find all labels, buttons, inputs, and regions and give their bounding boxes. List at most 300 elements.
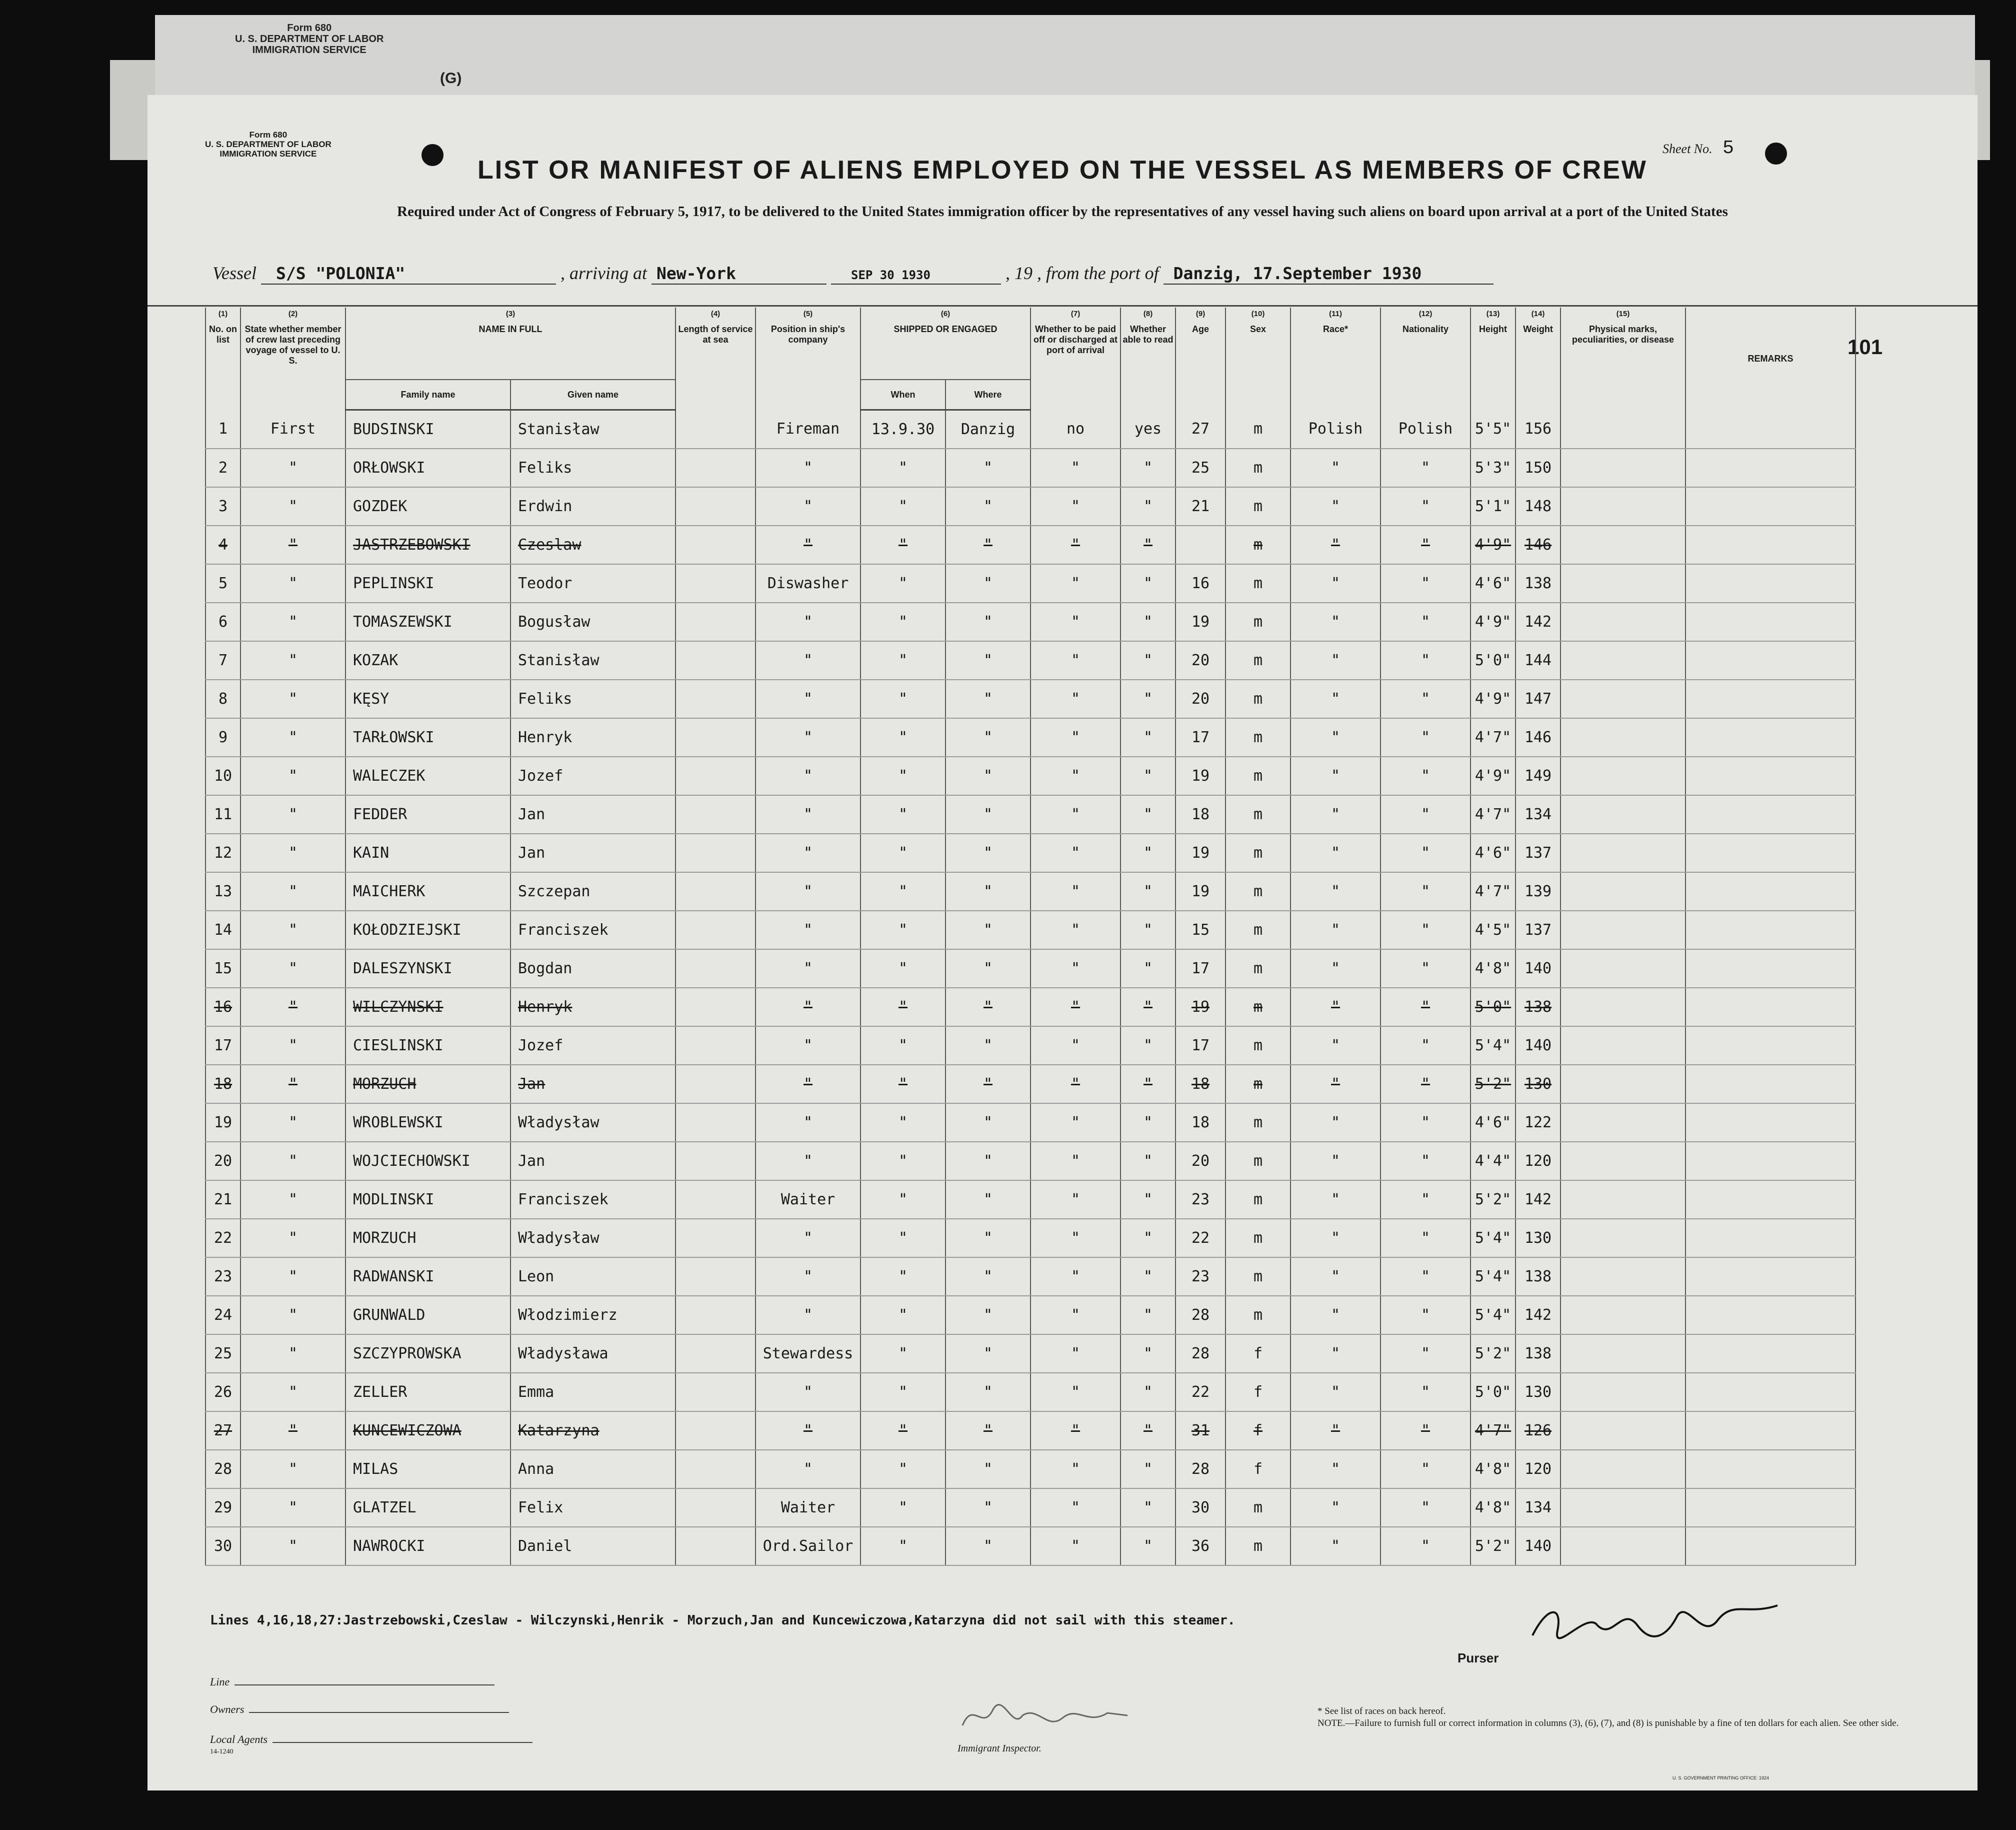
cell-weight: 138 [1516,988,1560,1026]
cell-position: " [756,641,860,680]
cell-no: 19 [206,1103,240,1142]
cell-marks [1560,795,1686,834]
cell-where: " [946,487,1030,526]
col-header-previous-voyage: (2) State whether member of crew last preceding voyage of vessel to U. S. [240,308,346,410]
cell-nationality: " [1380,1488,1470,1527]
cell-where: Danzig [946,410,1030,449]
cell-given: Katarzyna [510,1411,676,1450]
cell-given: Jan [510,795,676,834]
sheet-number-label: Sheet No. [1662,142,1712,156]
cell-no: 26 [206,1373,240,1411]
table-row [206,1411,1856,1450]
cell-length [676,487,756,526]
cell-race: " [1290,1411,1380,1450]
cell-given: Bogdan [510,949,676,988]
cell-prev: " [240,564,346,603]
cell-nationality: " [1380,526,1470,564]
cell-when: " [860,1527,946,1565]
cell-remarks [1686,795,1856,834]
cell-prev: " [240,988,346,1026]
cell-read: " [1120,603,1176,641]
cell-read: " [1120,949,1176,988]
cell-read: " [1120,1065,1176,1103]
cell-height: 4'7" [1470,795,1516,834]
cell-nationality: " [1380,449,1470,487]
cell-read: " [1120,526,1176,564]
cell-height: 5'0" [1470,988,1516,1026]
cell-race: " [1290,641,1380,680]
cell-given: Władysław [510,1103,676,1142]
cell-marks [1560,1296,1686,1334]
cell-remarks [1686,1219,1856,1257]
cell-paid: " [1030,1488,1120,1527]
from-label: , from the port of [1037,263,1159,283]
cell-no: 2 [206,449,240,487]
cell-age: 22 [1176,1373,1226,1411]
cell-paid: " [1030,795,1120,834]
cell-weight: 138 [1516,1257,1560,1296]
cell-age: 28 [1176,1296,1226,1334]
cell-nationality: " [1380,680,1470,718]
cell-nationality: " [1380,795,1470,834]
cell-when: " [860,834,946,872]
cell-marks [1560,603,1686,641]
cell-marks [1560,1103,1686,1142]
printer-imprint: U. S. GOVERNMENT PRINTING OFFICE: 1924 [1672,1775,1769,1780]
races-note: * See list of races on back hereof. [1318,1706,1446,1716]
cell-family: KAIN [346,834,510,872]
cell-no: 4 [206,526,240,564]
cell-sex: m [1226,834,1290,872]
cell-age: 17 [1176,1026,1226,1065]
cell-where: " [946,680,1030,718]
cell-length [676,1296,756,1334]
table-row [206,872,1856,911]
cell-weight: 130 [1516,1065,1560,1103]
cell-length [676,1142,756,1180]
cell-length [676,526,756,564]
cell-prev: " [240,911,346,949]
from-port: Danzig, 17.September 1930 [1173,264,1422,283]
cell-weight: 140 [1516,949,1560,988]
cell-length [676,1334,756,1373]
cell-prev: " [240,718,346,757]
cell-no: 25 [206,1334,240,1373]
table-row [206,603,1856,641]
table-row [206,1257,1856,1296]
cell-position: Fireman [756,410,860,449]
cell-race: " [1290,1373,1380,1411]
vessel-name: S/S "POLONIA" [276,264,406,283]
cell-weight: 120 [1516,1450,1560,1488]
table-row [206,487,1856,526]
date-stamp: SEP 30 1930 [851,268,930,282]
cell-age: 20 [1176,641,1226,680]
cell-marks [1560,449,1686,487]
cell-prev: " [240,1527,346,1565]
cell-when: " [860,603,946,641]
cell-given: Czeslaw [510,526,676,564]
cell-read: " [1120,988,1176,1026]
cell-no: 12 [206,834,240,872]
cell-height: 5'0" [1470,641,1516,680]
cell-when: " [860,1296,946,1334]
cell-height: 4'6" [1470,834,1516,872]
sheet-number [1662,138,1734,159]
cell-sex: m [1226,680,1290,718]
table-row [206,1219,1856,1257]
cell-given: Emma [510,1373,676,1411]
cell-given: Felix [510,1488,676,1527]
cell-no: 7 [206,641,240,680]
cell-weight: 126 [1516,1411,1560,1450]
cell-sex: m [1226,1142,1290,1180]
cell-no: 18 [206,1065,240,1103]
cell-paid: " [1030,949,1120,988]
cell-race: " [1290,603,1380,641]
cell-position: " [756,1142,860,1180]
cancelled-lines-note: Lines 4,16,18,27:Jastrzebowski,Czeslaw - Wilczynski,Henrik - Morzuch,Jan and Kuncewiczowa,Katarzyna did not sail with this steamer. [210,1613,1236,1628]
cell-read: " [1120,795,1176,834]
cell-no: 27 [206,1411,240,1450]
cell-read: " [1120,834,1176,872]
cell-read: " [1120,1257,1176,1296]
cell-paid: " [1030,872,1120,911]
cell-family: ZELLER [346,1373,510,1411]
cell-read: " [1120,1026,1176,1065]
cell-height: 4'9" [1470,757,1516,795]
cell-when: " [860,1103,946,1142]
cell-length [676,1257,756,1296]
cell-length [676,680,756,718]
cell-family: KOŁODZIEJSKI [346,911,510,949]
cell-remarks [1686,1450,1856,1488]
cell-age: 19 [1176,872,1226,911]
cell-nationality: " [1380,1180,1470,1219]
cell-paid: " [1030,449,1120,487]
cell-length [676,718,756,757]
cell-no: 21 [206,1180,240,1219]
cell-race: " [1290,1334,1380,1373]
cell-where: " [946,1257,1030,1296]
cell-race: " [1290,718,1380,757]
cell-family: MAICHERK [346,872,510,911]
cell-prev: " [240,1488,346,1527]
cell-remarks [1686,680,1856,718]
cell-prev: " [240,872,346,911]
cell-given: Jozef [510,1026,676,1065]
arriving-port: New-York [656,264,736,283]
cell-race: " [1290,449,1380,487]
cell-paid: " [1030,1026,1120,1065]
cell-nationality: " [1380,1296,1470,1334]
cell-height: 5'1" [1470,487,1516,526]
cell-weight: 139 [1516,872,1560,911]
page-subtitle: Required under Act of Congress of February 5, 1917, to be delivered to the United States immigration officer by the representatives of any vessel having such aliens on board upon arrival at a port of the United States [397,204,1728,220]
table-row [206,1334,1856,1373]
cell-age: 18 [1176,1065,1226,1103]
cell-where: " [946,1488,1030,1527]
cell-weight: 137 [1516,834,1560,872]
cell-remarks [1686,1065,1856,1103]
cell-where: " [946,757,1030,795]
cell-when: " [860,1065,946,1103]
table-row [206,526,1856,564]
cell-nationality: " [1380,757,1470,795]
cell-when: 13.9.30 [860,410,946,449]
cell-paid: " [1030,564,1120,603]
table-row [206,410,1856,449]
cell-age: 28 [1176,1450,1226,1488]
cell-prev: " [240,1103,346,1142]
cell-paid: " [1030,1180,1120,1219]
cell-marks [1560,1142,1686,1180]
cell-remarks [1686,949,1856,988]
cell-height: 5'4" [1470,1026,1516,1065]
cell-where: " [946,603,1030,641]
cell-race: " [1290,988,1380,1026]
cell-height: 5'0" [1470,1373,1516,1411]
cell-sex: m [1226,988,1290,1026]
page-mark: 101 [1848,335,1883,359]
cell-remarks [1686,1488,1856,1527]
penalty-note: NOTE.—Failure to furnish full or correct information in columns (3), (6), (7), and (8) is punishable by a fine of ten dollars for each alien. See other side. [1318,1718,1899,1728]
cell-no: 5 [206,564,240,603]
col-header-weight: (14) Weight [1516,308,1560,410]
cell-sex: m [1226,449,1290,487]
cell-read: yes [1120,410,1176,449]
cell-remarks [1686,911,1856,949]
cell-race: " [1290,795,1380,834]
cell-remarks [1686,718,1856,757]
cell-family: WALECZEK [346,757,510,795]
cell-length [676,1450,756,1488]
cell-where: " [946,911,1030,949]
cell-age: 36 [1176,1527,1226,1565]
cell-paid: no [1030,410,1120,449]
cell-height: 4'7" [1470,1411,1516,1450]
cell-when: " [860,1257,946,1296]
cell-height: 4'9" [1470,680,1516,718]
cell-height: 5'3" [1470,449,1516,487]
cell-read: " [1120,1142,1176,1180]
cell-position: " [756,757,860,795]
cell-paid: " [1030,1219,1120,1257]
cell-age: 17 [1176,718,1226,757]
cell-given: Franciszek [510,911,676,949]
cell-height: 5'2" [1470,1527,1516,1565]
cell-when: " [860,718,946,757]
table-row [206,988,1856,1026]
cell-when: " [860,1450,946,1488]
cell-family: GLATZEL [346,1488,510,1527]
cell-age: 30 [1176,1488,1226,1527]
cell-length [676,1180,756,1219]
col-header-height: (13) Height [1470,308,1516,410]
cell-nationality: " [1380,1103,1470,1142]
cell-marks [1560,1257,1686,1296]
cell-paid: " [1030,603,1120,641]
cell-prev: " [240,795,346,834]
col-header-position: (5) Position in ship's company [756,308,860,410]
cell-when: " [860,487,946,526]
purser-label: Purser [1458,1650,1499,1665]
cell-nationality: " [1380,988,1470,1026]
cell-age: 27 [1176,410,1226,449]
col-header-when: When [860,380,946,410]
cell-position: Diswasher [756,564,860,603]
cell-family: MILAS [346,1450,510,1488]
cell-race: " [1290,1527,1380,1565]
cell-marks [1560,487,1686,526]
cell-marks [1560,949,1686,988]
col-header-read: (8) Whether able to read [1120,308,1176,410]
line-field: Line [210,1675,494,1688]
cell-prev: " [240,1219,346,1257]
cell-marks [1560,1488,1686,1527]
department: U. S. DEPARTMENT OF LABOR [205,140,332,149]
cell-marks [1560,1411,1686,1450]
cell-length [676,872,756,911]
cell-sex: m [1226,603,1290,641]
cell-given: Teodor [510,564,676,603]
cell-read: " [1120,1103,1176,1142]
cell-when: " [860,1373,946,1411]
cell-prev: " [240,1373,346,1411]
cell-nationality: " [1380,1411,1470,1450]
cell-age: 16 [1176,564,1226,603]
cell-race: " [1290,1450,1380,1488]
cell-marks [1560,1026,1686,1065]
cell-when: " [860,1488,946,1527]
cell-height: 4'9" [1470,526,1516,564]
cell-prev: " [240,1450,346,1488]
cell-where: " [946,1219,1030,1257]
table-row [206,949,1856,988]
cell-nationality: " [1380,834,1470,872]
cell-position: Waiter [756,1180,860,1219]
cell-where: " [946,949,1030,988]
col-header-age: (9) Age [1176,308,1226,410]
cell-where: " [946,1180,1030,1219]
cell-height: 5'4" [1470,1219,1516,1257]
cell-weight: 138 [1516,1334,1560,1373]
table-row [206,641,1856,680]
col-header-family-name: Family name [346,380,510,410]
cell-race: " [1290,680,1380,718]
cell-read: " [1120,1450,1176,1488]
cell-read: " [1120,872,1176,911]
agents-field: Local Agents [210,1733,532,1746]
cell-sex: m [1226,795,1290,834]
cell-remarks [1686,834,1856,872]
cell-no: 16 [206,988,240,1026]
cell-prev: " [240,526,346,564]
underlying-service: IMMIGRATION SERVICE [252,45,366,56]
cell-nationality: " [1380,487,1470,526]
cell-prev: " [240,1142,346,1180]
cell-position: " [756,988,860,1026]
cell-marks [1560,1373,1686,1411]
service: IMMIGRATION SERVICE [220,149,317,159]
cell-when: " [860,641,946,680]
cell-where: " [946,795,1030,834]
cell-race: Polish [1290,410,1380,449]
cell-weight: 148 [1516,487,1560,526]
cell-remarks [1686,1026,1856,1065]
vessel-line [212,263,1494,285]
cell-length [676,1065,756,1103]
cell-prev: " [240,949,346,988]
cell-height: 4'8" [1470,1450,1516,1488]
cell-given: Jan [510,834,676,872]
cell-position: " [756,603,860,641]
cell-read: " [1120,1180,1176,1219]
cell-given: Włodzimierz [510,1296,676,1334]
vessel-label: Vessel [212,263,256,283]
cell-family: FEDDER [346,795,510,834]
cell-weight: 140 [1516,1026,1560,1065]
cell-prev: " [240,1411,346,1450]
cell-where: " [946,1527,1030,1565]
cell-position: " [756,526,860,564]
cell-height: 4'7" [1470,872,1516,911]
cell-no: 8 [206,680,240,718]
cell-race: " [1290,1296,1380,1334]
cell-given: Feliks [510,680,676,718]
cell-where: " [946,718,1030,757]
table-row [206,1450,1856,1488]
cell-family: KĘSY [346,680,510,718]
cell-family: SZCZYPROWSKA [346,1334,510,1373]
cell-remarks [1686,1373,1856,1411]
table-row [206,1488,1856,1527]
cell-weight: 144 [1516,641,1560,680]
owners-field: Owners [210,1703,509,1716]
cell-paid: " [1030,487,1120,526]
cell-sex: m [1226,718,1290,757]
cell-nationality: " [1380,872,1470,911]
cell-paid: " [1030,1103,1120,1142]
cell-paid: " [1030,988,1120,1026]
cell-marks [1560,911,1686,949]
cell-position: Waiter [756,1488,860,1527]
cell-height: 5'5" [1470,410,1516,449]
cell-remarks [1686,1334,1856,1373]
cell-when: " [860,949,946,988]
cell-height: 5'2" [1470,1065,1516,1103]
cell-position: Ord.Sailor [756,1527,860,1565]
cell-remarks [1686,487,1856,526]
cell-remarks [1686,1527,1856,1565]
cell-weight: 138 [1516,564,1560,603]
table-row [206,1180,1856,1219]
cell-no: 11 [206,795,240,834]
cell-when: " [860,526,946,564]
cell-paid: " [1030,526,1120,564]
cell-sex: m [1226,410,1290,449]
cell-family: WILCZYNSKI [346,988,510,1026]
cell-remarks [1686,872,1856,911]
cell-position: " [756,1296,860,1334]
cell-race: " [1290,526,1380,564]
crew-manifest-table [205,308,1856,1566]
form-number: Form 680 [249,130,288,140]
table-row [206,680,1856,718]
cell-age: 18 [1176,795,1226,834]
page-title: LIST OR MANIFEST OF ALIENS EMPLOYED ON THE VESSEL AS MEMBERS OF CREW [478,156,1648,185]
cell-family: TARŁOWSKI [346,718,510,757]
